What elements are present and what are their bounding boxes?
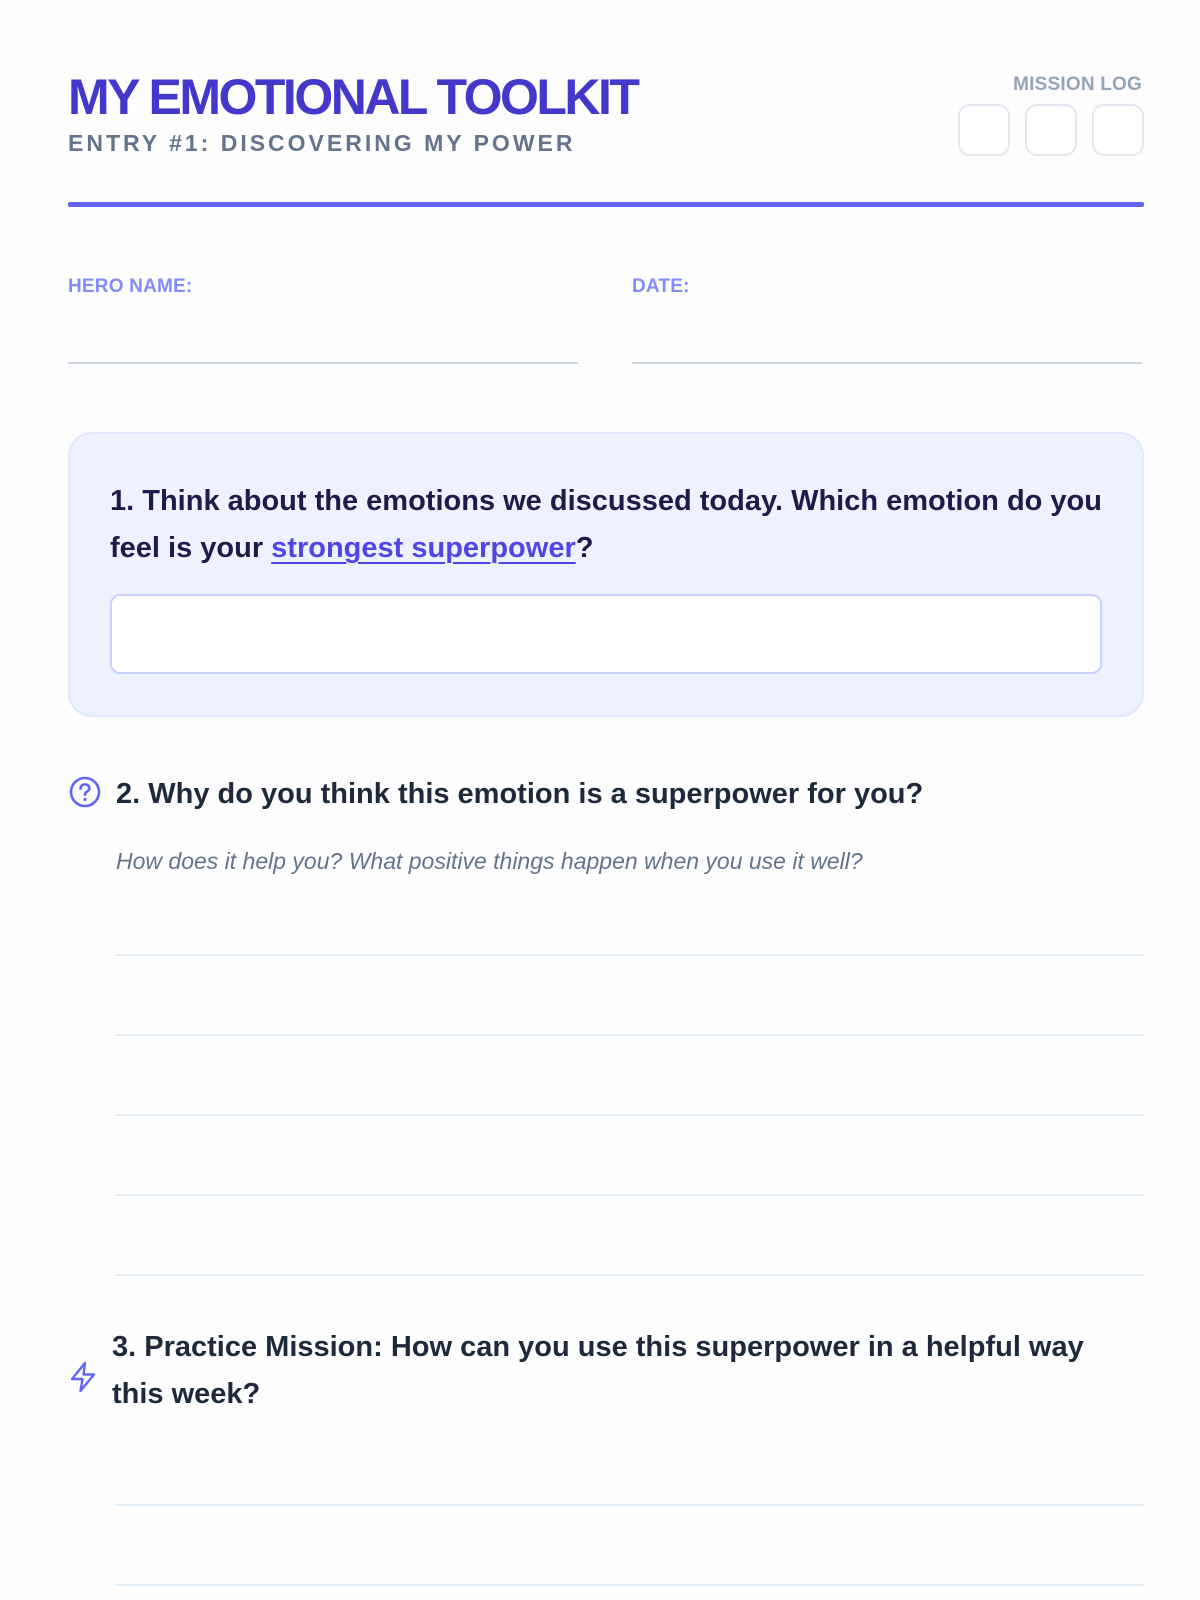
- date-label: DATE:: [632, 276, 690, 297]
- question-1-card: [68, 432, 1144, 717]
- question-1-answer-box[interactable]: [110, 594, 1102, 674]
- question-1-text-after: ?: [575, 532, 594, 564]
- mission-log-boxes: [958, 104, 1144, 156]
- hero-name-input-line[interactable]: [68, 362, 578, 364]
- mission-log-label: MISSION LOG: [1013, 74, 1142, 95]
- question-2-writing-line-4[interactable]: [115, 1194, 1144, 1196]
- page-title: MY EMOTIONAL TOOLKIT: [68, 69, 638, 125]
- hero-name-field: [68, 276, 578, 298]
- header-divider: [68, 202, 1144, 207]
- question-2-title: 2. Why do you think this emotion is a superpower for you?: [116, 778, 924, 810]
- date-field: [632, 276, 1142, 298]
- question-2-writing-line-2[interactable]: [115, 1034, 1144, 1036]
- question-2-hint: How does it help you? What positive things happen when you use it well?: [116, 848, 863, 874]
- date-input-line[interactable]: [632, 362, 1142, 364]
- question-1-text-before: 1. Think about the emotions we discussed today. Which emotion do you feel is your: [110, 485, 1102, 564]
- question-2-writing-line-3[interactable]: [115, 1114, 1144, 1116]
- mission-log-checkbox-2[interactable]: [1025, 104, 1077, 156]
- question-1-text: [110, 478, 1106, 572]
- question-3-writing-line-1[interactable]: [115, 1504, 1144, 1506]
- mission-log-checkbox-1[interactable]: [958, 104, 1010, 156]
- question-2-writing-line-5[interactable]: [115, 1274, 1144, 1276]
- question-3-title: 3. Practice Mission: How can you use this superpower in a helpful way this week?: [112, 1331, 1084, 1410]
- hero-name-label: HERO NAME:: [68, 276, 193, 297]
- mission-log-checkbox-3[interactable]: [1092, 104, 1144, 156]
- page-subtitle: ENTRY #1: DISCOVERING MY POWER: [68, 130, 576, 156]
- question-2-writing-line-1[interactable]: [115, 954, 1144, 956]
- question-3-writing-line-2[interactable]: [115, 1584, 1144, 1586]
- question-circle-icon: [68, 775, 102, 809]
- question-1-highlight: strongest superpower: [271, 532, 576, 564]
- header: [68, 70, 1144, 210]
- lightning-icon: [68, 1360, 98, 1394]
